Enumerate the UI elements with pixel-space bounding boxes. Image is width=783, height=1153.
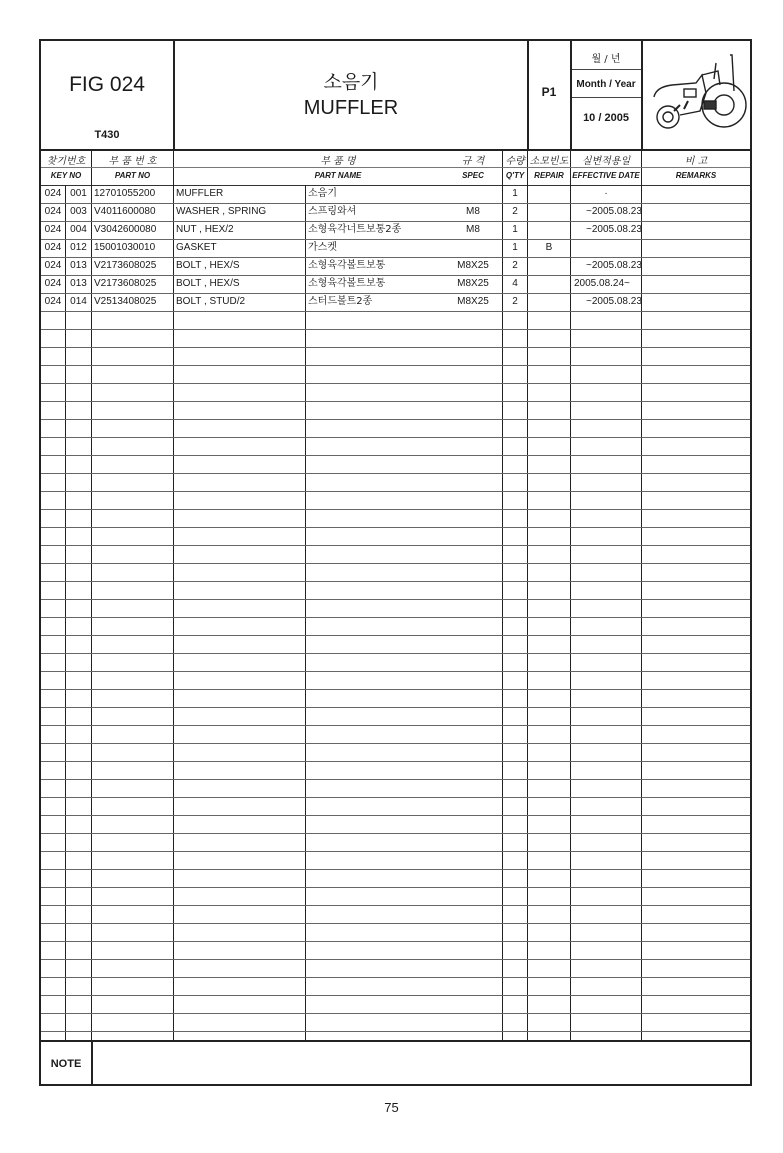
table-rule — [41, 617, 750, 618]
row-name-ko: 소형육각볼트보통 — [308, 278, 386, 289]
table-rule — [41, 743, 750, 744]
col-effective-date-ko: 실변적용일 — [581, 156, 631, 167]
row-spec: M8 — [466, 206, 480, 217]
col-effective-date-en: EFFECTIVE DATE — [572, 171, 640, 180]
row-fig: 024 — [44, 242, 62, 253]
row-fig: 024 — [44, 296, 62, 307]
table-rule — [41, 401, 750, 402]
title-korean: 소음기 — [323, 71, 379, 93]
row-part-no: 15001030010 — [94, 242, 156, 253]
row-name-ko: 소형육각너트보통2종 — [308, 224, 402, 235]
table-rule — [41, 491, 750, 492]
row-key: 004 — [70, 224, 87, 235]
table-rule — [41, 815, 750, 816]
row-part-no: 12701055200 — [94, 188, 156, 199]
row-name-en: GASKET — [176, 242, 217, 253]
table-rule — [41, 779, 750, 780]
table-rule — [41, 437, 750, 438]
table-rule — [41, 563, 750, 564]
row-part-no: V2173608025 — [94, 260, 157, 271]
row-name-en: NUT , HEX/2 — [176, 224, 234, 235]
col-repair-ko: 소모빈도 — [529, 156, 569, 167]
table-rule — [41, 797, 750, 798]
page-code: P1 — [541, 85, 557, 99]
table-rule — [41, 365, 750, 366]
table-rule — [41, 707, 750, 708]
row-spec: M8 — [466, 224, 480, 235]
page-number: 75 — [384, 1100, 399, 1115]
col-qty-ko: 수량 — [505, 156, 525, 167]
table-rule — [41, 509, 750, 510]
row-date: ~2005.08.23 — [586, 224, 642, 235]
row-spec: M8X25 — [457, 278, 489, 289]
table-rule — [41, 347, 750, 348]
row-qty: 2 — [512, 296, 518, 307]
table-rule — [41, 959, 750, 960]
table-rule — [41, 887, 750, 888]
row-name-en: BOLT , HEX/S — [176, 278, 240, 289]
row-fig: 024 — [44, 224, 62, 235]
model-number: T430 — [94, 129, 120, 141]
row-name-ko: 가스켓 — [308, 242, 337, 253]
table-rule — [41, 833, 750, 834]
column-header-row — [41, 149, 750, 186]
row-name-en: WASHER , SPRING — [176, 206, 267, 217]
row-key: 001 — [70, 188, 87, 199]
col-spec-en: SPEC — [462, 171, 484, 180]
row-key: 013 — [70, 278, 87, 289]
table-rule — [41, 977, 750, 978]
col-key-no-en: KEY NO — [50, 171, 82, 180]
table-rule — [41, 635, 750, 636]
table-rule — [41, 383, 750, 384]
col-remarks-en: REMARKS — [675, 171, 717, 180]
table-rule — [41, 761, 750, 762]
table-rule — [41, 869, 750, 870]
month-year-korean: 월 / 년 — [591, 54, 621, 65]
col-part-no-en: PART NO — [114, 171, 151, 180]
table-rule — [41, 599, 750, 600]
row-part-no: V3042600080 — [94, 224, 157, 235]
month-year-english: Month / Year — [576, 79, 636, 90]
col-spec-ko: 규 격 — [461, 156, 485, 167]
row-qty: 1 — [512, 242, 518, 253]
note-label: NOTE — [50, 1058, 82, 1070]
row-fig: 024 — [44, 188, 62, 199]
row-qty: 1 — [512, 188, 518, 199]
col-qty-en: Q'TY — [505, 171, 525, 180]
row-key: 014 — [70, 296, 87, 307]
row-key: 013 — [70, 260, 87, 271]
parts-sheet — [39, 39, 752, 1086]
row-spec: M8X25 — [457, 296, 489, 307]
table-rule — [41, 1013, 750, 1014]
row-fig: 024 — [44, 278, 62, 289]
table-rule — [41, 941, 750, 942]
row-date: ~2005.08.23 — [586, 296, 642, 307]
row-part-no: V4011600080 — [94, 206, 156, 217]
row-date: ~2005.08.23 — [586, 206, 642, 217]
row-qty: 1 — [512, 224, 518, 235]
row-name-ko: 소음기 — [308, 188, 337, 199]
table-rule — [41, 545, 750, 546]
parts-table — [41, 185, 750, 1040]
row-name-ko: 소형육각볼트보통 — [308, 260, 386, 271]
col-part-no-ko: 부 품 번 호 — [108, 156, 157, 167]
col-part-name-en: PART NAME — [314, 171, 362, 180]
row-name-en: BOLT , HEX/S — [176, 260, 240, 271]
table-rule — [41, 905, 750, 906]
col-key-no-ko: 찾기번호 — [46, 156, 86, 167]
table-rule — [41, 1031, 750, 1032]
row-qty: 4 — [512, 278, 518, 289]
table-rule — [41, 689, 750, 690]
row-date: 2005.08.24~ — [574, 278, 630, 289]
sheet-header — [41, 41, 750, 151]
table-rule — [41, 455, 750, 456]
row-repair: B — [545, 242, 553, 253]
row-key: 012 — [70, 242, 87, 253]
row-part-no: V2513408025 — [94, 296, 157, 307]
table-rule — [41, 581, 750, 582]
row-spec: M8X25 — [457, 260, 489, 271]
table-rule — [41, 419, 750, 420]
table-rule — [41, 527, 750, 528]
row-name-en: MUFFLER — [176, 188, 224, 199]
tractor-icon — [644, 45, 748, 145]
col-repair-en: REPAIR — [534, 171, 564, 180]
row-fig: 024 — [44, 260, 62, 271]
row-date: · — [604, 188, 608, 199]
note-section — [41, 1040, 750, 1086]
table-rule — [41, 923, 750, 924]
row-date: ~2005.08.23 — [586, 260, 642, 271]
table-rule — [41, 851, 750, 852]
col-remarks-ko: 비 고 — [684, 156, 708, 167]
table-rule — [41, 473, 750, 474]
col-part-name-ko: 부 품 명 — [320, 156, 356, 167]
table-rule — [41, 329, 750, 330]
row-fig: 024 — [44, 206, 62, 217]
row-qty: 2 — [512, 206, 518, 217]
row-qty: 2 — [512, 260, 518, 271]
table-rule — [41, 995, 750, 996]
title-english: MUFFLER — [303, 97, 399, 119]
table-rule — [41, 653, 750, 654]
table-rule — [41, 671, 750, 672]
figure-number: FIG 024 — [69, 73, 145, 96]
row-key: 003 — [70, 206, 87, 217]
row-part-no: V2173608025 — [94, 278, 157, 289]
row-name-ko: 스터드볼트2종 — [308, 296, 373, 307]
row-name-ko: 스프링와셔 — [308, 206, 357, 217]
table-rule — [41, 311, 750, 312]
table-rule — [41, 725, 750, 726]
issue-date: 10 / 2005 — [583, 112, 629, 124]
row-name-en: BOLT , STUD/2 — [176, 296, 246, 307]
